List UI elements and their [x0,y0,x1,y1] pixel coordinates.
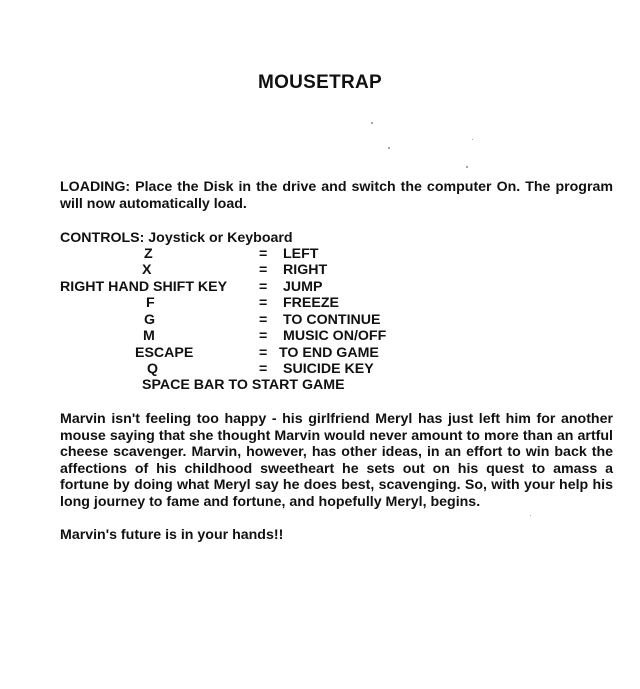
control-equals: = [259,328,268,344]
control-action: FREEZE [283,295,339,311]
control-key: X [142,262,152,278]
control-equals: = [259,246,268,262]
scan-speck [466,166,468,168]
control-key: Q [147,361,159,377]
control-equals: = [259,361,268,377]
control-key: Z [144,246,153,262]
control-action: SUICIDE KEY [283,361,374,377]
page-title: MOUSETRAP [257,72,383,93]
control-equals: = [259,262,268,278]
control-key: RIGHT HAND SHIFT KEY [60,279,228,295]
controls-header: CONTROLS: Joystick or Keyboard [60,230,293,246]
control-action: TO END GAME [279,345,379,361]
scan-speck [472,139,473,140]
control-action: TO CONTINUE [283,312,381,328]
control-equals: = [259,312,268,328]
scan-speck [388,147,390,149]
story-paragraph: Marvin isn't feeling too happy - his girlfriend Meryl has just left him for another mouse saying that she thought Marvin would never amount to more than an artful cheese scavenger. Marvin, however, has other ideas, in an effort to win back the affections of his childhood sweetheart he sets out on his quest to amass a fortune by doing what Meryl say he does best, scavenging. So, with your help his long journey to fame and fortune, and hopefully Meryl, begins. [60,411,613,510]
scan-speck [530,515,531,516]
control-key: F [146,295,155,311]
control-action: RIGHT [283,262,328,278]
scan-speck [371,122,373,124]
control-key: M [143,328,155,344]
closing-line: Marvin's future is in your hands!! [60,527,284,543]
control-equals: = [259,295,268,311]
control-key: G [144,312,156,328]
control-key: ESCAPE [135,345,194,361]
space-bar-instruction: SPACE BAR TO START GAME [142,377,345,393]
control-action: MUSIC ON/OFF [283,328,387,344]
control-equals: = [259,345,268,361]
loading-instructions: LOADING: Place the Disk in the drive and switch the computer On. The program will now automatically load. [60,179,613,212]
control-action: JUMP [283,279,323,295]
control-equals: = [259,279,268,295]
control-action: LEFT [283,246,319,262]
